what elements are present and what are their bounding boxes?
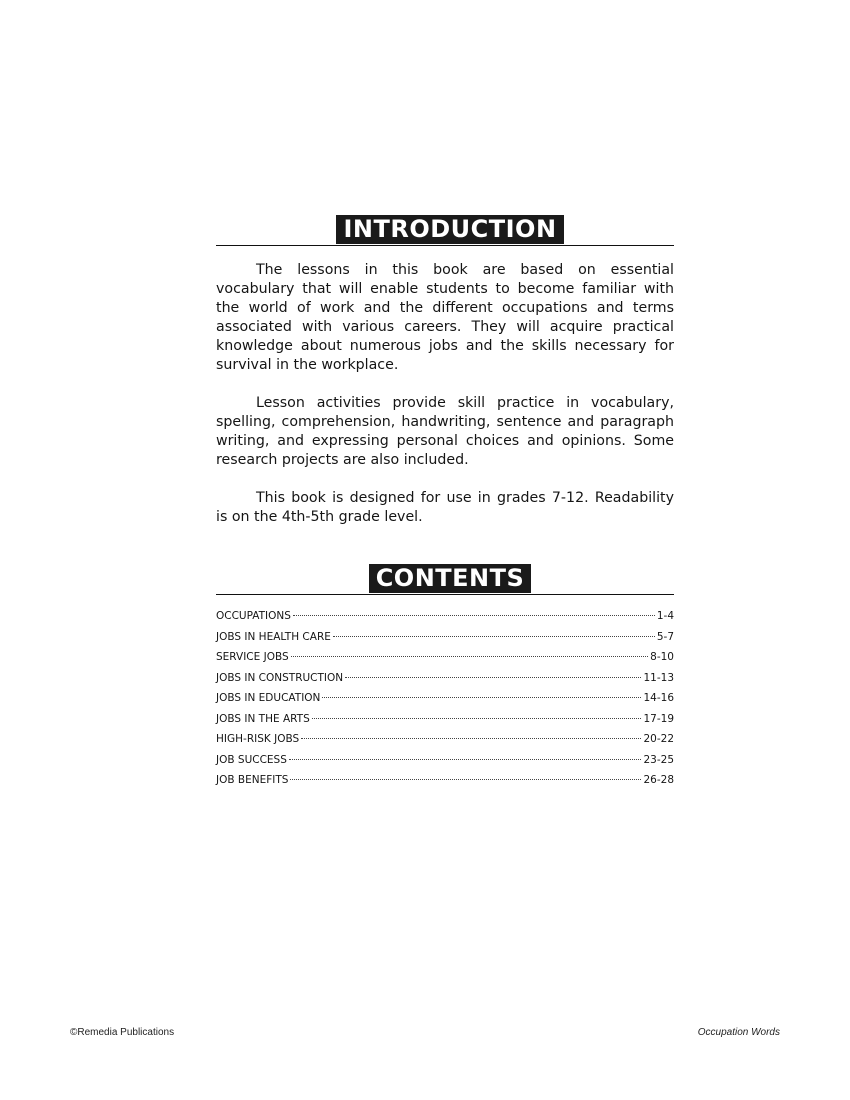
toc-entry-title: JOBS IN THE ARTS (216, 712, 310, 725)
toc-entry-pages: 23-25 (643, 753, 674, 766)
toc-entry (216, 754, 674, 775)
toc-leader-dots (345, 677, 641, 678)
table-of-contents (216, 610, 674, 795)
toc-entry (216, 631, 674, 652)
toc-entry-title: JOBS IN EDUCATION (216, 692, 321, 704)
introduction-section (216, 215, 674, 546)
introduction-paragraph: The lessons in this book are based on essential vocabulary that will enable students to become familiar with the world of work and the different occupations and terms associated with various careers. They will acquire practical knowledge about numerous jobs and the skills necessary for survival in the workplace. (216, 262, 674, 373)
toc-entry-pages: 14-16 (643, 692, 674, 704)
contents-heading: CONTENTS (369, 564, 532, 593)
toc-entry-pages: 5-7 (656, 630, 674, 643)
toc-leader-dots (291, 656, 649, 657)
toc-entry-pages: 20-22 (643, 733, 674, 745)
toc-leader-dots (290, 779, 641, 780)
toc-entry-title: JOB SUCCESS (216, 753, 287, 766)
toc-entry-title: JOBS IN HEALTH CARE (216, 630, 331, 643)
footer-book-title: Occupation Words (697, 1027, 780, 1038)
toc-leader-dots (293, 615, 655, 616)
introduction-body (216, 261, 674, 527)
toc-entry (216, 651, 674, 672)
toc-entry-pages: 17-19 (643, 712, 674, 725)
footer-publisher: ©Remedia Publications (70, 1027, 175, 1038)
toc-leader-dots (289, 759, 642, 760)
introduction-heading: INTRODUCTION (336, 215, 563, 244)
toc-entry-pages: 26-28 (643, 774, 674, 786)
toc-entry (216, 713, 674, 734)
toc-entry-title: HIGH-RISK JOBS (216, 733, 300, 745)
introduction-heading-rule (216, 215, 674, 246)
toc-entry (216, 672, 674, 693)
toc-entry (216, 774, 674, 795)
introduction-paragraph: Lesson activities provide skill practice in vocabulary, spelling, comprehension, handwriting, sentence and paragraph writing, and expressing personal choices and opinions. Some research projects are also included. (216, 395, 674, 468)
toc-entry (216, 692, 674, 713)
introduction-paragraph: This book is designed for use in grades 7-12. Readability is on the 4th-5th grade level. (216, 490, 674, 525)
toc-leader-dots (312, 718, 642, 719)
toc-entry-pages: 8-10 (650, 651, 674, 663)
toc-entry (216, 610, 674, 631)
contents-heading-rule (216, 564, 674, 595)
toc-entry-pages: 11-13 (643, 671, 674, 684)
toc-entry-title: JOB BENEFITS (216, 774, 289, 786)
toc-entry-title: JOBS IN CONSTRUCTION (216, 671, 344, 684)
toc-leader-dots (301, 738, 641, 739)
contents-section (216, 564, 674, 811)
toc-entry-pages: 1-4 (656, 610, 674, 622)
toc-entry-title: SERVICE JOBS (216, 651, 289, 663)
toc-leader-dots (333, 636, 655, 637)
toc-entry (216, 733, 674, 754)
toc-entry-title: OCCUPATIONS (216, 610, 291, 622)
toc-leader-dots (322, 697, 641, 698)
